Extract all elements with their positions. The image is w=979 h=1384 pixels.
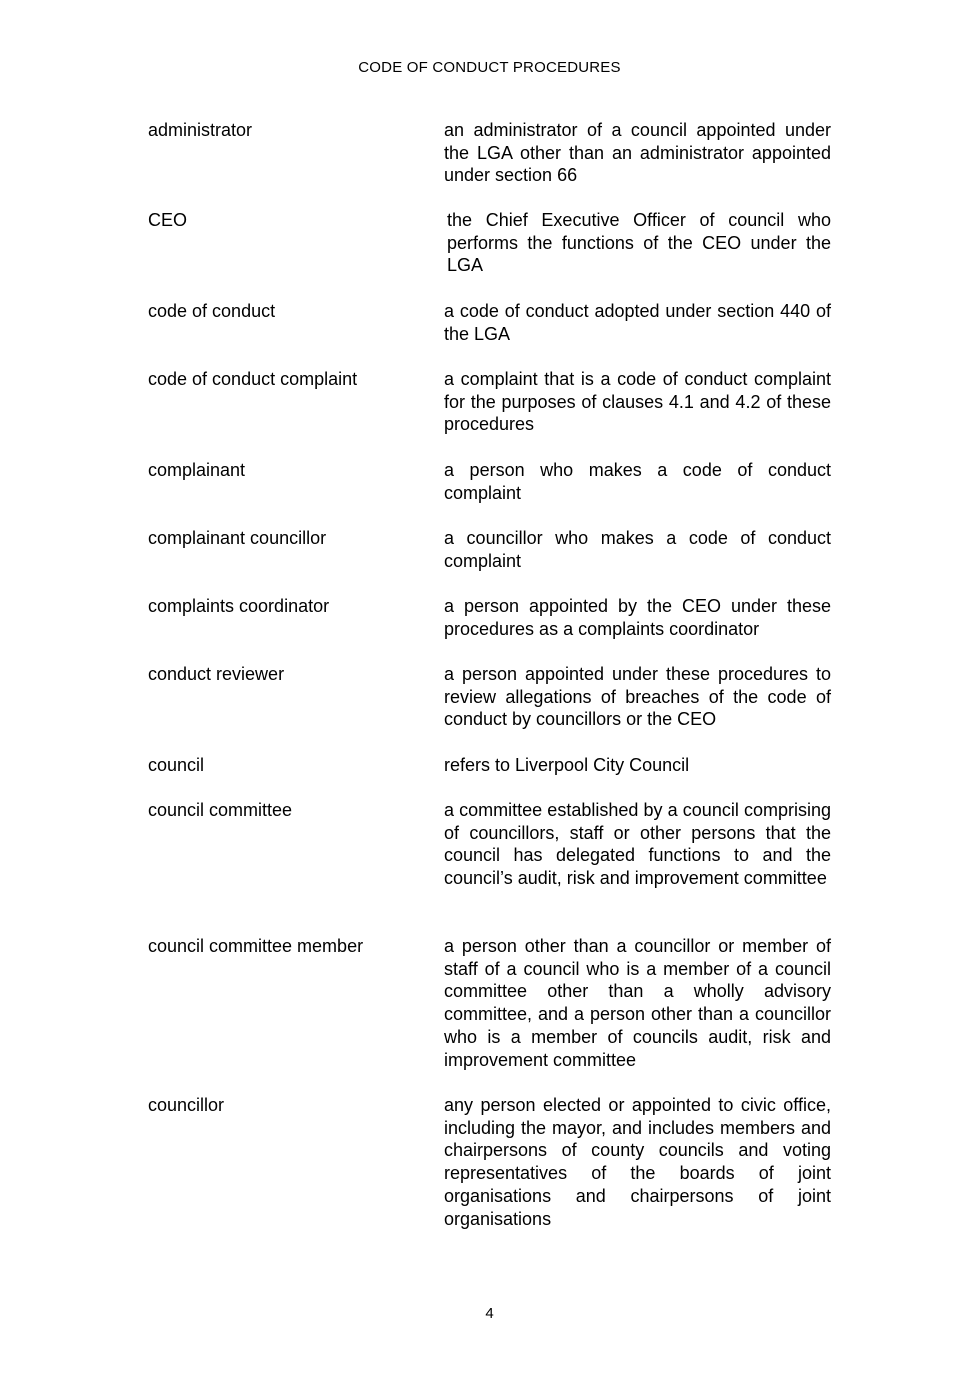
glossary-table: [148, 119, 831, 1234]
glossary-entry-council-committee: [148, 799, 831, 935]
glossary-entry-complainant: [148, 459, 831, 527]
glossary-term: council committee: [148, 800, 293, 820]
glossary-definition: a person who makes a code of conduct complaint: [444, 460, 831, 503]
page-number: 4: [485, 1305, 494, 1322]
glossary-entry-councillor: [148, 1094, 831, 1234]
glossary-term: complainant: [148, 460, 246, 480]
glossary-definition: an administrator of a council appointed under the LGA other than an administrator appointed under section 66: [444, 120, 831, 186]
glossary-term: conduct reviewer: [148, 664, 285, 684]
glossary-entry-conduct-reviewer: [148, 663, 831, 754]
glossary-entry-ceo: [148, 209, 831, 300]
glossary-definition: a code of conduct adopted under section 440 of the LGA: [444, 301, 831, 344]
glossary-definition: a person other than a councillor or member of staff of a council who is a member of a council committee other than a wholly advisory committee, and a person other than a councillor who is a member of councils audit, risk and improvement committee: [444, 936, 831, 1070]
glossary-definition: a person appointed under these procedures to review allegations of breaches of the code of conduct by councillors or the CEO: [444, 664, 831, 730]
glossary-entry-code-of-conduct-complaint: [148, 368, 831, 459]
glossary-definition: a committee established by a council comprising of councillors, staff or other persons that the council has delegated functions to and the council’s audit, risk and improvement committee: [444, 800, 831, 889]
glossary-entry-council-committee-member: [148, 935, 831, 1094]
glossary-term: CEO: [148, 210, 188, 230]
glossary-definition: the Chief Executive Officer of council who performs the functions of the CEO under the LGA: [447, 210, 831, 276]
glossary-term: councillor: [148, 1095, 225, 1115]
glossary-definition: a person appointed by the CEO under these procedures as a complaints coordinator: [444, 596, 831, 639]
glossary-entry-administrator: [148, 119, 831, 209]
glossary-definition: a councillor who makes a code of conduct complaint: [444, 528, 831, 571]
glossary-entry-complaints-coordinator: [148, 595, 831, 663]
glossary-term: complainant councillor: [148, 528, 327, 548]
glossary-definition: any person elected or appointed to civic office, including the mayor, and includes members and chairpersons of county councils and voting representatives of the boards of joint organisations and chairpersons of joint organisations: [444, 1095, 831, 1229]
page-header: CODE OF CONDUCT PROCEDURES: [358, 59, 621, 76]
glossary-term: code of conduct: [148, 301, 276, 321]
glossary-term: administrator: [148, 120, 253, 140]
glossary-term: council committee member: [148, 936, 364, 956]
glossary-entry-council: [148, 754, 831, 799]
glossary-definition: a complaint that is a code of conduct complaint for the purposes of clauses 4.1 and 4.2 of these procedures: [444, 369, 831, 435]
glossary-term: council: [148, 755, 205, 775]
glossary-term: code of conduct complaint: [148, 369, 358, 389]
glossary-entry-complainant-councillor: [148, 527, 831, 595]
glossary-entry-code-of-conduct: [148, 300, 831, 368]
glossary-definition: refers to Liverpool City Council: [444, 755, 690, 775]
glossary-term: complaints coordinator: [148, 596, 330, 616]
